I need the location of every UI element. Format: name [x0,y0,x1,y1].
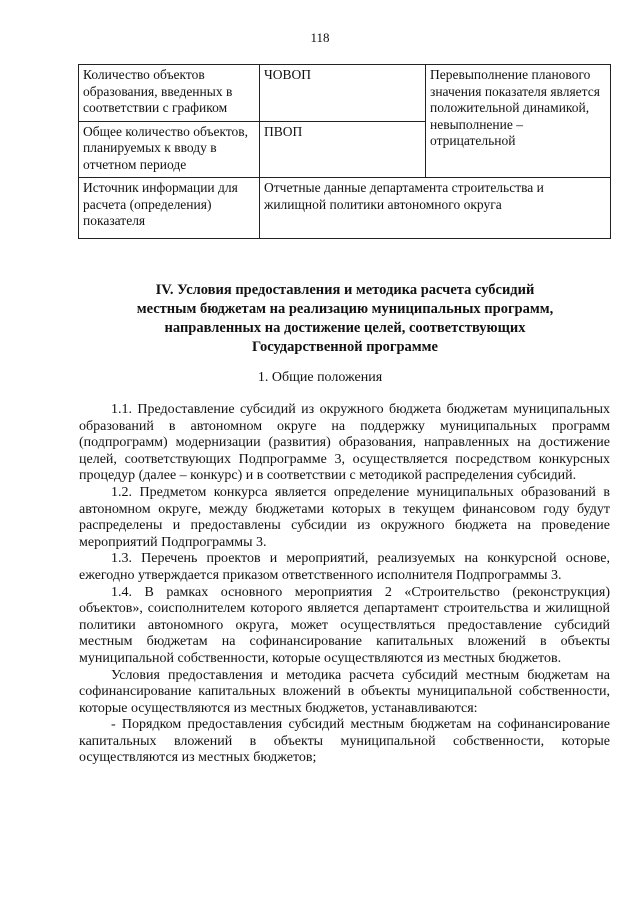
section-title-line: направленных на достижение целей, соответствующих [164,320,526,336]
paragraph: 1.3. Перечень проектов и мероприятий, реализуемых на конкурсной основе, ежегодно утверждается приказом ответственного исполнителя Подпрограммы 3. [79,551,610,583]
indicator-code-cell: ПВОП [260,121,426,178]
paragraph: 1.1. Предоставление субсидий из окружного бюджета бюджетам муниципальных образований в автономном округе на поддержку муниципальных программ (подпрограмм) модернизации (развития) образования, направленных на достижение целей, соответствующих Подпрограмме 3, осуществляется посредством конкурсных процедур (далее – конкурс) и в соответствии с методикой распределения субсидий. [79,402,610,484]
source-value-cell: Отчетные данные департамента строительства и жилищной политики автономного округа [260,178,611,239]
page-number: 118 [310,30,330,45]
indicator-note-cell: Перевыполнение планового значения показателя является положительной динамикой, невыполнение – отрицательной [426,65,611,178]
paragraph: Условия предоставления и методика расчета субсидий местным бюджетам на софинансирование капитальных вложений в объекты муниципальной собственности, которые осуществляются из местных бюджетов, устанавливаются: [79,667,610,716]
table-row [79,65,611,122]
paragraph: - Порядком предоставления субсидий местным бюджетам на софинансирование капитальных вложений в объекты муниципальной собственности, которые осуществляются из местных бюджетов; [79,717,610,766]
paragraph: 1.2. Предметом конкурса является определение муниципальных образований в автономном округе, между бюджетами которых в текущем финансовом году будут распределены и предоставлены субсидии из окружного бюджета на проведение мероприятий Подпрограммы 3. [79,484,610,550]
section-title-line: Государственной программе [252,339,438,355]
indicator-name-cell: Количество объектов образования, введенных в соответствии с графиком [79,65,260,122]
indicator-table [78,64,611,239]
subsection-title: 1. Общие положения [257,370,383,385]
section-title-line: местным бюджетам на реализацию муниципальных программ, [136,301,554,317]
table-row [79,178,611,239]
section-title [100,281,590,357]
indicator-code-cell: ЧОВОП [260,65,426,122]
body-text [79,402,610,767]
source-label-cell: Источник информации для расчета (определения) показателя [79,178,260,239]
section-title-line: IV. Условия предоставления и методика расчета субсидий [155,282,535,298]
indicator-name-cell: Общее количество объектов, планируемых к вводу в отчетном периоде [79,121,260,178]
paragraph: 1.4. В рамках основного мероприятия 2 «Строительство (реконструкция) объектов», соисполнителем которого является департамент строительства и жилищной политики автономного округа, может осуществляться предоставление субсидий местным бюджетам на софинансирование капитальных вложений в объекты муниципальной собственности, которые осуществляются из местных бюджетов. [79,584,610,666]
